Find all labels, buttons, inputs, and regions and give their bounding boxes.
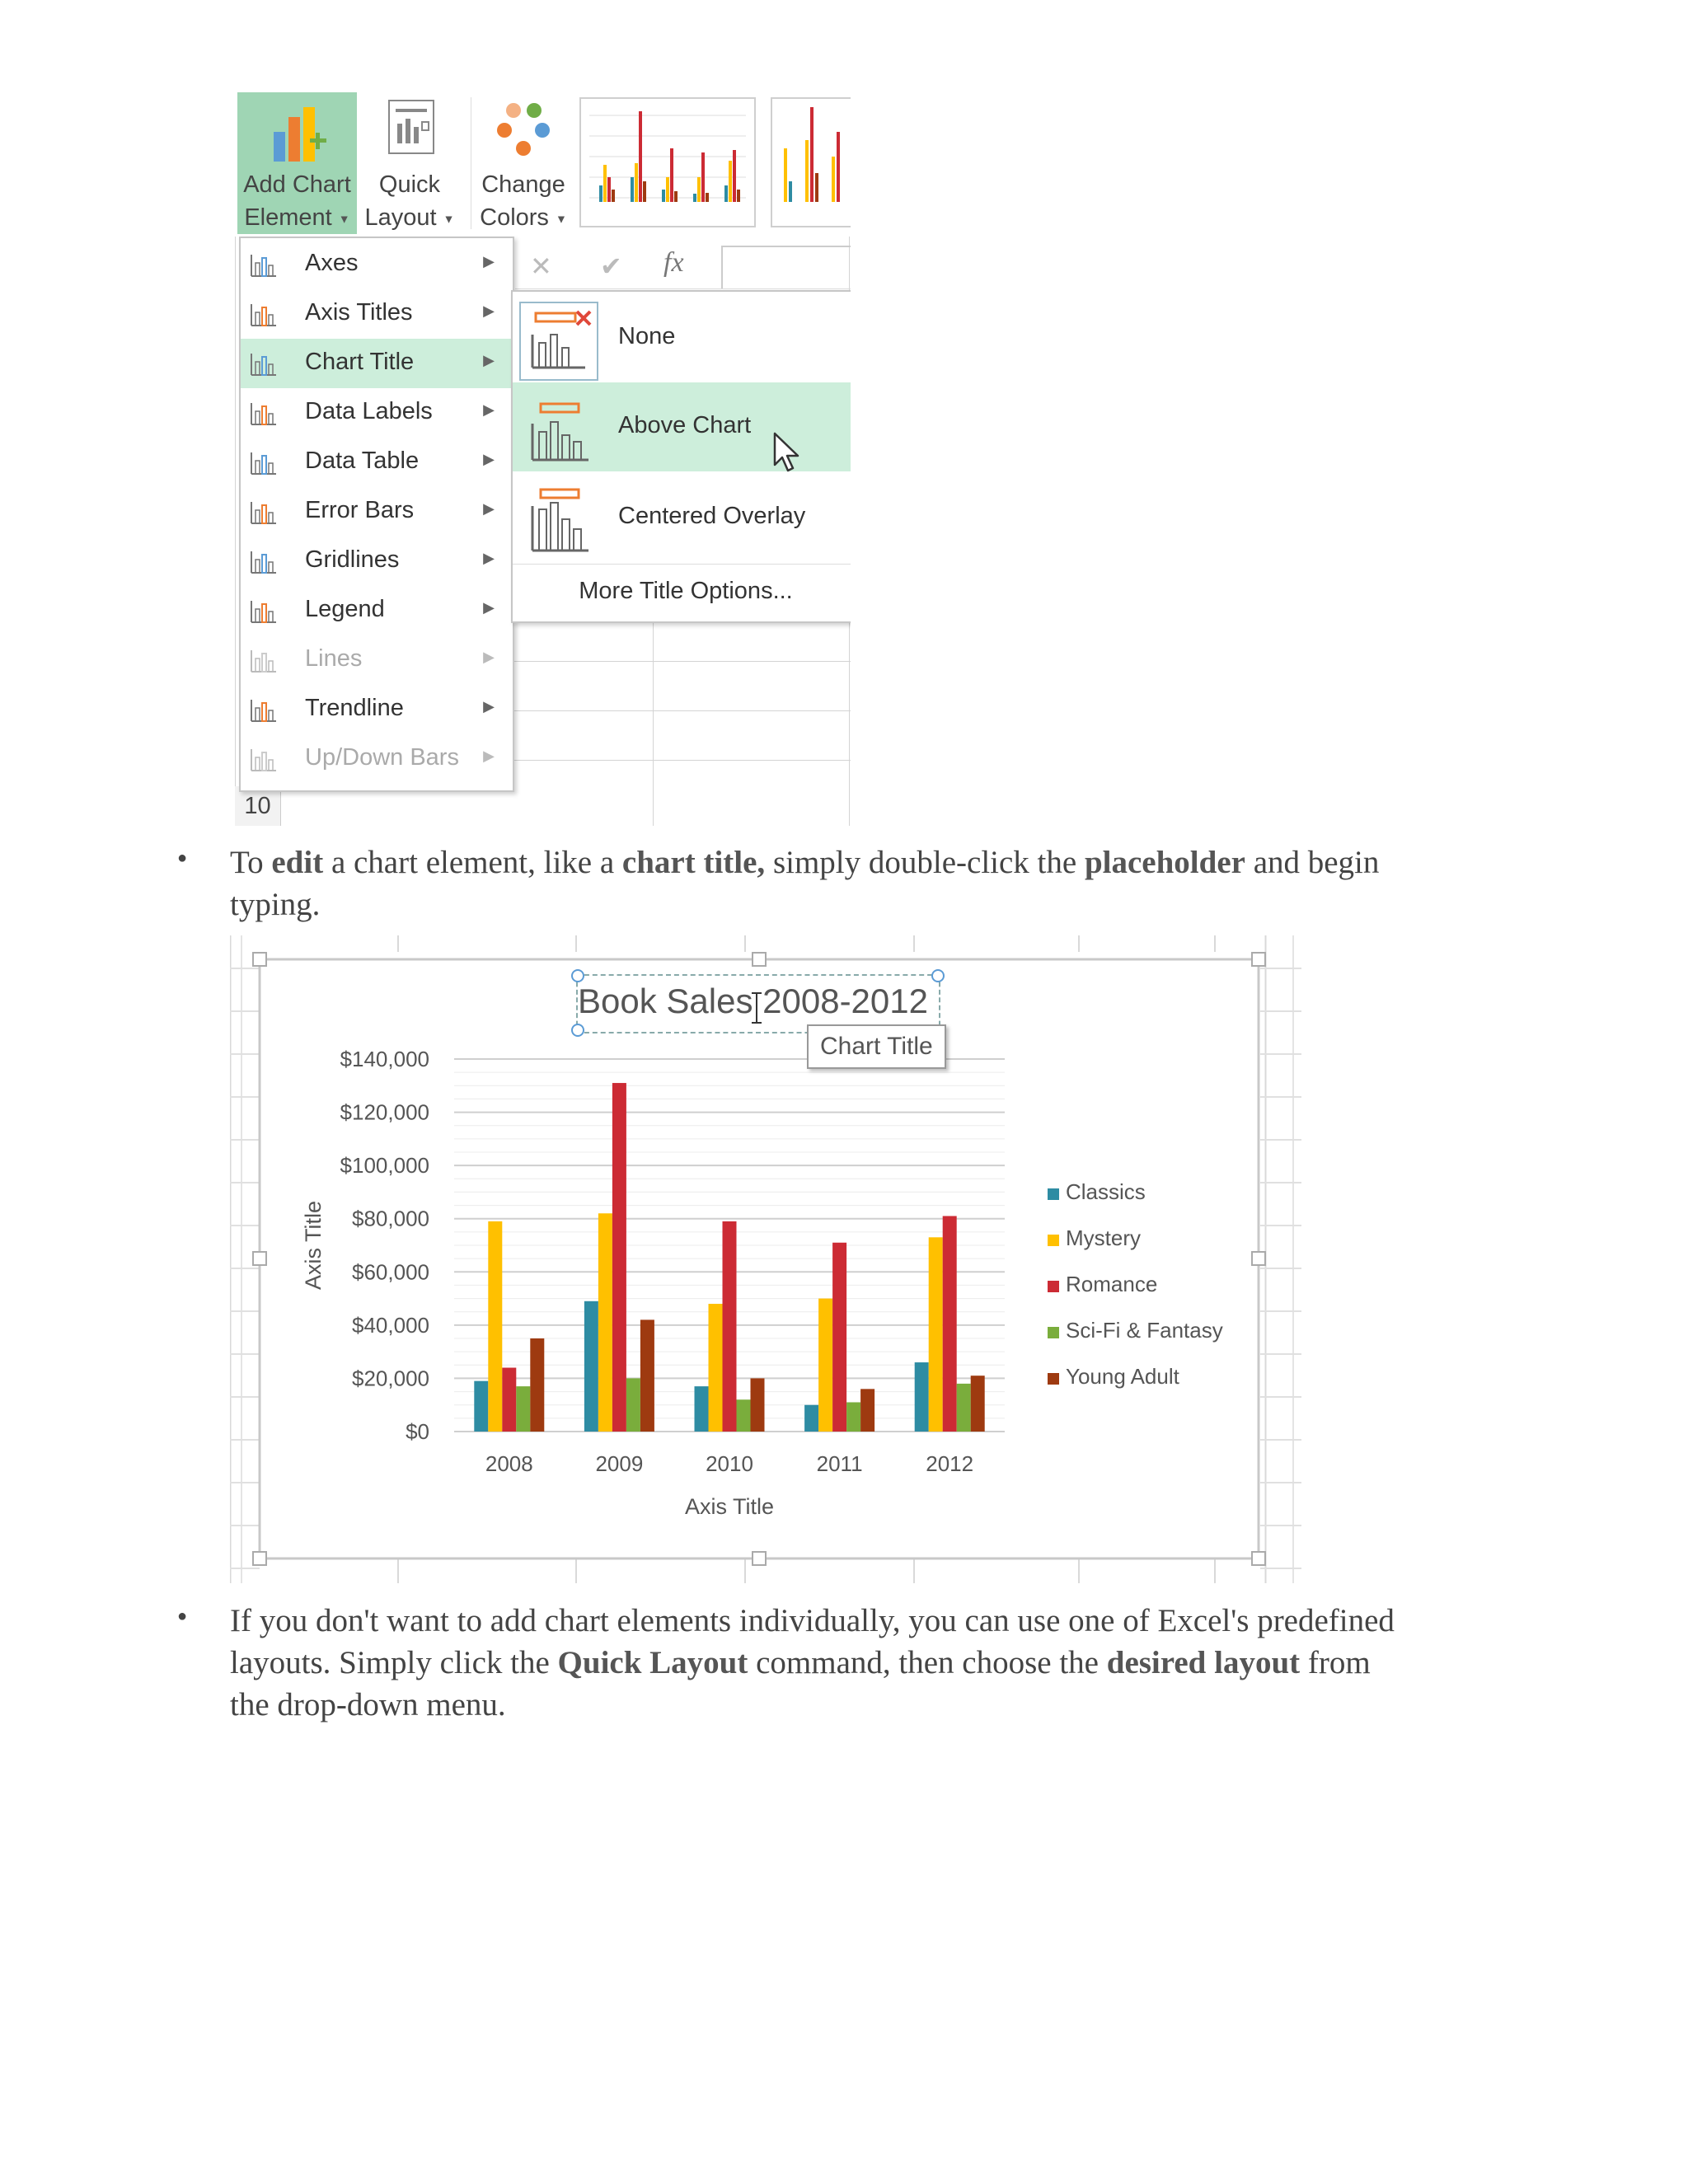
- menu-item-axis-titles[interactable]: [241, 289, 513, 339]
- bar-romance-2008[interactable]: [502, 1368, 516, 1432]
- menu-item-legend[interactable]: [241, 586, 513, 635]
- resize-handle[interactable]: [253, 953, 266, 966]
- insert-function-icon[interactable]: fx: [663, 247, 684, 278]
- legend-label: Classics: [1066, 1179, 1146, 1204]
- bar-sci-fi-fantasy-2008[interactable]: [516, 1386, 530, 1432]
- cancel-icon[interactable]: ✕: [530, 251, 552, 281]
- ribbon: [235, 92, 851, 237]
- menu-item-label: Axis Titles: [305, 299, 413, 326]
- add-chart-element-label-1: Add Chart: [243, 171, 351, 198]
- chart-title-above-icon: [519, 391, 598, 470]
- bar-romance-2009[interactable]: [612, 1083, 626, 1432]
- menu-item-label: Lines: [305, 645, 363, 672]
- legend-entry[interactable]: [1048, 1318, 1262, 1347]
- x-tick-label: 2010: [706, 1451, 753, 1476]
- bar-young-adult-2010[interactable]: [751, 1378, 765, 1432]
- menu-item-label: Centered Overlay: [618, 503, 806, 529]
- formula-input[interactable]: [721, 246, 851, 288]
- menu-item-trendline[interactable]: [241, 685, 513, 734]
- bar-classics-2009[interactable]: [584, 1301, 598, 1432]
- legend-swatch: [1048, 1373, 1059, 1385]
- chart-style-preview-icon: [772, 99, 851, 223]
- submenu-arrow-icon: ▶: [483, 649, 495, 665]
- change-colors-button[interactable]: [474, 92, 573, 234]
- menu-item-label: Data Labels: [305, 398, 433, 424]
- menu-item-label: Axes: [305, 250, 359, 276]
- resize-handle[interactable]: [253, 1552, 266, 1565]
- up-down-bars-icon: [249, 746, 279, 772]
- submenu-arrow-icon: ▶: [483, 253, 495, 269]
- bar-young-adult-2011[interactable]: [860, 1389, 874, 1432]
- axis-titles-icon: [249, 301, 279, 327]
- trendline-icon: [249, 696, 279, 723]
- y-tick-label: $40,000: [352, 1312, 429, 1338]
- bar-mystery-2008[interactable]: [488, 1221, 502, 1432]
- add-chart-element-icon: [270, 101, 328, 166]
- mouse-cursor-icon: [773, 432, 803, 475]
- legend-swatch: [1048, 1281, 1059, 1292]
- menu-item-error-bars[interactable]: [241, 487, 513, 537]
- bar-romance-2010[interactable]: [723, 1221, 737, 1432]
- legend-entry[interactable]: [1048, 1272, 1262, 1301]
- row-header: 10: [235, 786, 281, 826]
- submenu-arrow-icon: ▶: [483, 500, 495, 517]
- submenu-arrow-icon: ▶: [483, 550, 495, 566]
- data-table-icon: [249, 449, 279, 476]
- y-tick-label: $140,000: [340, 1047, 429, 1071]
- resize-handle[interactable]: [253, 1252, 266, 1265]
- bar-romance-2011[interactable]: [832, 1243, 846, 1432]
- resize-handle[interactable]: [1252, 953, 1265, 966]
- ribbon-screenshot: [235, 92, 851, 826]
- legend-label: Romance: [1066, 1272, 1158, 1296]
- bullet-icon: ●: [177, 1607, 188, 1625]
- chart-style-thumbnail-1[interactable]: [579, 97, 756, 227]
- bar-classics-2010[interactable]: [695, 1386, 709, 1432]
- chart-screenshot: [230, 935, 1301, 1583]
- bar-sci-fi-fantasy-2009[interactable]: [626, 1378, 640, 1432]
- bar-romance-2012[interactable]: [943, 1216, 957, 1432]
- menu-item-centered-overlay[interactable]: [513, 473, 851, 562]
- change-colors-label-1: Change: [481, 171, 565, 198]
- y-tick-label: $20,000: [352, 1366, 429, 1391]
- quick-layout-label-1: Quick: [378, 171, 441, 198]
- bar-young-adult-2008[interactable]: [530, 1338, 544, 1432]
- menu-item-none[interactable]: [513, 293, 851, 382]
- menu-item-label: Data Table: [305, 448, 420, 474]
- menu-item-label: None: [618, 323, 676, 349]
- add-chart-element-label-2: Element: [244, 204, 332, 231]
- y-tick-label: $120,000: [340, 1099, 429, 1125]
- bar-classics-2011[interactable]: [804, 1405, 818, 1432]
- legend-label: Sci-Fi & Fantasy: [1066, 1318, 1223, 1343]
- axes-icon: [249, 251, 279, 278]
- quick-layout-button[interactable]: [360, 92, 459, 234]
- bullet-icon: ●: [177, 849, 188, 867]
- more-title-options-link[interactable]: More Title Options...: [513, 564, 851, 617]
- error-bars-icon: [249, 499, 279, 525]
- chart-style-preview-icon: [581, 99, 754, 223]
- menu-item-data-table[interactable]: [241, 438, 513, 487]
- y-tick-label: $100,000: [340, 1153, 429, 1179]
- x-tick-label: 2008: [485, 1451, 533, 1476]
- legend-entry[interactable]: [1048, 1364, 1262, 1394]
- selection-handle[interactable]: [571, 1024, 584, 1037]
- change-colors-icon: [495, 101, 552, 162]
- menu-item-lines: [241, 635, 513, 685]
- menu-item-data-labels[interactable]: [241, 388, 513, 438]
- data-labels-icon: [249, 400, 279, 426]
- bar-mystery-2010[interactable]: [709, 1304, 723, 1432]
- chart-style-thumbnail-2[interactable]: [771, 97, 851, 227]
- resize-handle[interactable]: [753, 953, 766, 966]
- resize-handle[interactable]: [753, 1552, 766, 1565]
- quick-layout-label-2: Layout: [364, 204, 437, 231]
- selection-handle[interactable]: [931, 969, 945, 982]
- paragraph-2: If you don't want to add chart elements individually, you can use one of Excel's predefined layouts. Simply click the Quick Layout command, then choose the desired layout from the drop-down menu.: [230, 1603, 1395, 1722]
- submenu-arrow-icon: ▶: [483, 599, 495, 616]
- submenu-arrow-icon: ▶: [483, 748, 495, 764]
- y-tick-label: $0: [406, 1419, 429, 1444]
- enter-check-icon[interactable]: ✔: [600, 251, 622, 281]
- change-colors-label-2: Colors: [480, 204, 549, 231]
- submenu-arrow-icon: ▶: [483, 698, 495, 715]
- add-chart-element-menu: [239, 237, 514, 792]
- menu-item-chart-title[interactable]: [241, 339, 513, 388]
- menu-item-label: Above Chart: [618, 412, 752, 438]
- x-axis-title[interactable]: Axis Title: [684, 1494, 775, 1519]
- x-tick-label: 2012: [926, 1451, 974, 1476]
- menu-item-gridlines[interactable]: [241, 537, 513, 586]
- legend-entry[interactable]: [1048, 1226, 1262, 1255]
- dropdown-caret-icon: ▼: [556, 212, 567, 226]
- bar-sci-fi-fantasy-2010[interactable]: [737, 1399, 751, 1432]
- menu-item-above-chart[interactable]: [513, 382, 851, 471]
- selection-handle[interactable]: [571, 969, 584, 982]
- bar-mystery-2009[interactable]: [598, 1213, 612, 1432]
- add-chart-element-button[interactable]: [237, 92, 357, 234]
- bar-mystery-2011[interactable]: [818, 1299, 832, 1432]
- chart-title-icon: [249, 350, 279, 377]
- dropdown-caret-icon: ▼: [443, 212, 455, 226]
- menu-item-label: Error Bars: [305, 497, 415, 523]
- menu-item-label: Legend: [305, 596, 385, 622]
- x-tick-label: 2009: [595, 1451, 644, 1476]
- menu-item-up-down-bars: [241, 734, 513, 784]
- quick-layout-icon: [387, 99, 437, 157]
- text-cursor-icon: [748, 991, 765, 1024]
- y-tick-label: $80,000: [352, 1206, 429, 1231]
- legend-icon: [249, 598, 279, 624]
- legend-label: Mystery: [1066, 1226, 1141, 1250]
- menu-item-label: Chart Title: [305, 349, 415, 375]
- formula-bar: [515, 246, 851, 289]
- bar-classics-2012[interactable]: [915, 1362, 929, 1432]
- chart-title-none-icon: [519, 302, 598, 381]
- bar-sci-fi-fantasy-2011[interactable]: [846, 1402, 860, 1432]
- legend-label: Young Adult: [1066, 1364, 1179, 1389]
- bar-young-adult-2009[interactable]: [640, 1319, 654, 1432]
- bar-mystery-2012[interactable]: [929, 1237, 943, 1432]
- bar-sci-fi-fantasy-2012[interactable]: [957, 1384, 971, 1432]
- chart-title-tooltip: Chart Title: [807, 1024, 946, 1069]
- y-tick-label: $60,000: [352, 1259, 429, 1285]
- submenu-arrow-icon: ▶: [483, 401, 495, 418]
- lines-icon: [249, 647, 279, 673]
- menu-item-label: Gridlines: [305, 546, 400, 573]
- legend-swatch: [1048, 1188, 1059, 1200]
- chart-title-submenu: [511, 290, 851, 623]
- chart-title[interactable]: Book Sales 2008-2012: [578, 982, 928, 1020]
- menu-item-axes[interactable]: [241, 240, 513, 289]
- x-tick-label: 2011: [816, 1451, 863, 1476]
- bar-classics-2008[interactable]: [474, 1381, 488, 1432]
- menu-item-label: Trendline: [305, 695, 404, 721]
- paragraph-1: To edit a chart element, like a chart title, simply double-click the placeholder and begin typing.: [230, 845, 1380, 922]
- gridlines-icon: [249, 548, 279, 574]
- legend-swatch: [1048, 1235, 1059, 1246]
- submenu-arrow-icon: ▶: [483, 352, 495, 368]
- submenu-arrow-icon: ▶: [483, 302, 495, 319]
- dropdown-caret-icon: ▼: [338, 212, 350, 226]
- legend-entry[interactable]: [1048, 1179, 1262, 1209]
- chart-title-centered-overlay-icon: [519, 481, 598, 560]
- resize-handle[interactable]: [1252, 1552, 1265, 1565]
- bar-young-adult-2012[interactable]: [971, 1376, 985, 1432]
- submenu-arrow-icon: ▶: [483, 451, 495, 467]
- y-axis-title[interactable]: Axis Title: [301, 1200, 326, 1291]
- menu-item-label: Up/Down Bars: [305, 744, 459, 771]
- legend-swatch: [1048, 1327, 1059, 1338]
